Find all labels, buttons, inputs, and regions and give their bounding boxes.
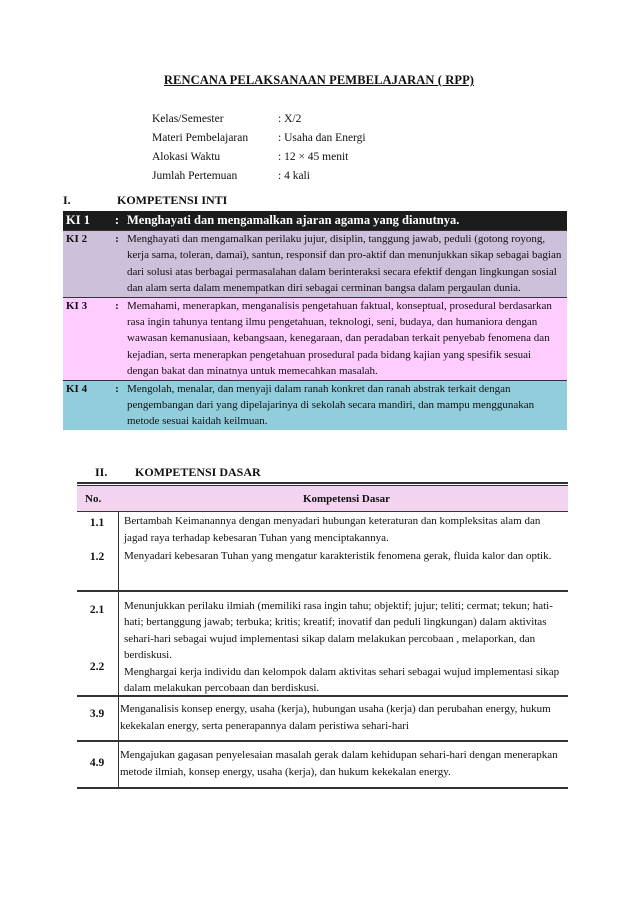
section-2-number: II.: [95, 465, 108, 479]
kd-number: 1.1: [89, 517, 105, 529]
kd-row-2: [77, 592, 568, 697]
ki-colon: :: [114, 213, 120, 227]
ki-row-3: [63, 297, 567, 380]
section-1-number: I.: [63, 193, 71, 207]
kd-text: Menunjukkan perilaku ilmiah (memiliki rasa ingin tahu; objektif; jujur; teliti; cermat; tekun; hati-hati; bertanggung jawab; terbuka; kritis; kreatif; inovatif dan peduli lingkungan) dalam aktivitas sehari-hari sebagai wujud implementasi sikap dalam melakukan percobaan , melaporkan, dan berdiskusi.: [124, 600, 553, 662]
ki-code: KI 3: [63, 297, 109, 380]
meta-info: [152, 110, 366, 186]
kd-text: Menghargai kerja individu dan kelompok dalam aktivitas sehari sebagai wujud implementasi sikap dalam melakukan percobaan dan berdiskusi.: [124, 665, 560, 695]
header-no: No.: [85, 492, 102, 505]
ki-colon: :: [109, 297, 125, 380]
column-divider: [118, 697, 119, 740]
ki-row-1: [63, 211, 567, 231]
ki-colon: :: [109, 380, 125, 430]
ki-code: KI 2: [63, 231, 109, 298]
header-kompetensi-dasar: Kompetensi Dasar: [302, 492, 391, 505]
ki-text: Menghayati dan mengamalkan perilaku jujur, disiplin, tanggung jawab, peduli (gotong royong, kerja sama, toleran, damai), santun, responsif dan pro-aktif dan menunjukkan sikap sebagai bagian dari solusi atas berbagai permasalahan dalam berinteraksi secara efektif dengan lingkungan sosial dan alam serta dalam menempatkan diri sebagai cerminan bangsa dalam pergaulan dunia.: [125, 231, 567, 298]
column-divider: [118, 592, 119, 695]
meta-row-alokasi: Alokasi Waktu : 12 × 45 menit: [152, 151, 349, 163]
ki-row-4: [63, 380, 567, 430]
kd-row-3: [77, 697, 568, 742]
column-divider: [118, 512, 119, 590]
ki-text: Mengolah, menalar, dan menyaji dalam ranah konkret dan ranah abstrak terkait dengan pengembangan dari yang dipelajarinya di sekolah secara mandiri, dan mampu menggunakan metode sesuai kaidah keilmuan.: [125, 380, 567, 430]
kd-number: 2.1: [89, 604, 105, 616]
column-divider: [118, 742, 119, 787]
section-1-title: KOMPETENSI INTI: [117, 193, 228, 207]
kd-number: 4.9: [89, 757, 105, 769]
kd-text: Bertambah Keimanannya dengan menyadari hubungan keteraturan dan kompleksitas alam dan jagad raya terhadap kebesaran Tuhan yang menciptakannya.: [124, 515, 541, 544]
ki-code: KI 4: [63, 380, 109, 430]
kd-table-header: [77, 486, 568, 512]
document-title: RENCANA PELAKSANAAN PEMBELAJARAN ( RPP): [163, 73, 475, 87]
kd-row-1: [77, 512, 568, 592]
kd-number: 2.2: [89, 661, 105, 673]
kd-number: 3.9: [89, 708, 105, 720]
meta-row-jumlah: Jumlah Pertemuan : 4 kali: [152, 170, 310, 182]
section-2-title: KOMPETENSI DASAR: [135, 465, 261, 479]
kd-text: Menganalisis konsep energy, usaha (kerja), hubungan usaha (kerja) dan perubahan energy, hukum kekekalan energy, serta penerapannya dalam peristiwa sehari-hari: [120, 703, 551, 732]
ki-row-2: [63, 231, 567, 298]
kd-text: Menyadari kebesaran Tuhan yang mengatur karakteristik fenomena gerak, fluida kalor dan optik.: [124, 549, 552, 562]
ki-colon: :: [109, 231, 125, 298]
kd-number: 1.2: [89, 551, 105, 563]
kompetensi-dasar-table: [77, 482, 568, 789]
ki-text: Menghayati dan mengamalkan ajaran agama yang dianutnya.: [127, 213, 460, 227]
kompetensi-inti-table: [63, 211, 567, 430]
kd-text: Mengajukan gagasan penyelesaian masalah gerak dalam kehidupan sehari-hari dengan menerapkan metode ilmiah, konsep energy, usaha (kerja), dan hukum kekekalan energy.: [120, 749, 558, 778]
kd-row-4: [77, 742, 568, 789]
ki-text: Memahami, menerapkan, menganalisis pengetahuan faktual, konseptual, prosedural berdasarkan rasa ingin tahunya tentang ilmu pengetahuan, teknologi, seni, budaya, dan humaniora dengan wawasan kemanusiaan, kebangsaan, kenegaraan, dan peradaban terkait penyebab fenomena dan kejadian, serta menerapkan pengetahuan prosedural pada bidang kajian yang spesifik sesuai dengan bakat dan minatnya untuk memecahkan masalah.: [125, 297, 567, 380]
ki-code: KI 1: [66, 213, 90, 227]
meta-row-kelas: Kelas/Semester : X/2: [152, 113, 302, 125]
meta-row-materi: Materi Pembelajaran : Usaha dan Energi: [152, 132, 366, 144]
